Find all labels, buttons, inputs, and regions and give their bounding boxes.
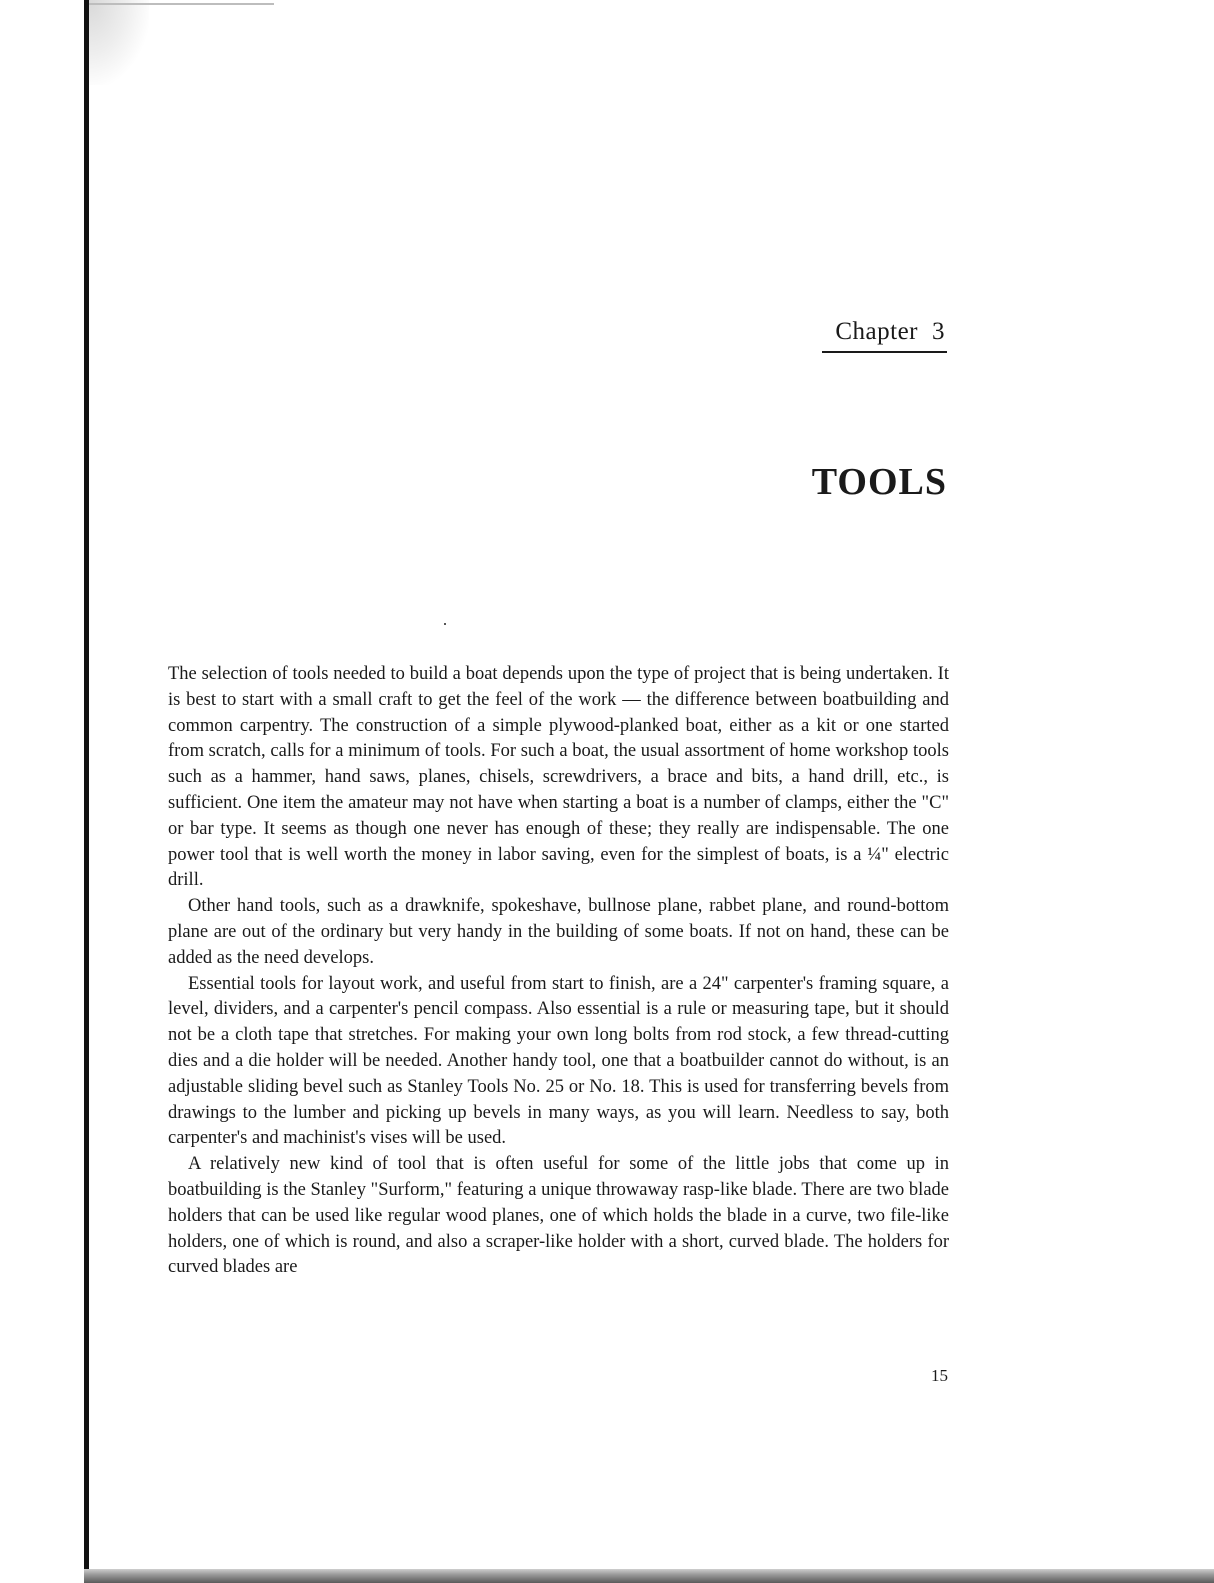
paragraph: The selection of tools needed to build a boat depends upon the type of project that is being undertaken. It is best to start with a small craft to get the feel of the work — the difference between boatbuilding and common carpentry. The construction of a simple plywood-planked boat, either as a kit or one started from scratch, calls for a minimum of tools. For such a boat, the usual assortment of home workshop tools such as a hammer, hand saws, planes, chisels, screwdrivers, a brace and bits, a hand drill, etc., is sufficient. One item the amateur may not have when starting a boat is a number of clamps, either the "C" or bar type. It seems as though one never has enough of these; they really are indispensable. The one power tool that is well worth the money in labor saving, even for the simplest of boats, is a ¼" electric drill. <box>168 664 949 891</box>
scan-edge-bottom <box>84 1569 1214 1583</box>
chapter-underline <box>822 351 947 353</box>
body-text <box>168 662 949 1281</box>
paragraph: Essential tools for layout work, and useful from start to finish, are a 24" carpenter's framing square, a level, dividers, and a carpenter's pencil compass. Also essential is a rule or measuring tape, but it should not be a cloth tape that stretches. For making your own long bolts from rod stock, a few thread-cutting dies and a die holder will be needed. Another handy tool, one that a boatbuilder cannot do without, is an adjustable sliding bevel such as Stanley Tools No. 25 or No. 18. This is used for transferring bevels from drawings to the lumber and picking up bevels in many ways, as you will learn. Needless to say, both carpenter's and machinist's vises will be used. <box>168 973 949 1149</box>
chapter-heading <box>835 318 945 346</box>
chapter-number: 3 <box>932 318 945 345</box>
chapter-label: Chapter <box>835 318 918 345</box>
paragraph: Other hand tools, such as a drawknife, spokeshave, bullnose plane, rabbet plane, and round-bottom plane are out of the ordinary but very handy in the building of some boats. If not on hand, these can be added as the need develops. <box>168 896 949 968</box>
page-number: 15 <box>931 1366 948 1385</box>
chapter-title: TOOLS <box>811 461 947 503</box>
scan-speck <box>444 623 446 625</box>
scan-edge-left <box>84 0 89 1583</box>
paragraph: A relatively new kind of tool that is often useful for some of the little jobs that come up in boatbuilding is the Stanley "Surform," featuring a unique throwaway rasp-like blade. There are two blade holders that can be used like regular wood planes, one of which holds the blade in a curve, two file-like holders, one of which is round, and also a scraper-like holder with a short, curved blade. The holders for curved blades are <box>168 1154 949 1278</box>
scan-corner-shadow <box>89 0 149 85</box>
scan-top-line <box>89 3 274 5</box>
